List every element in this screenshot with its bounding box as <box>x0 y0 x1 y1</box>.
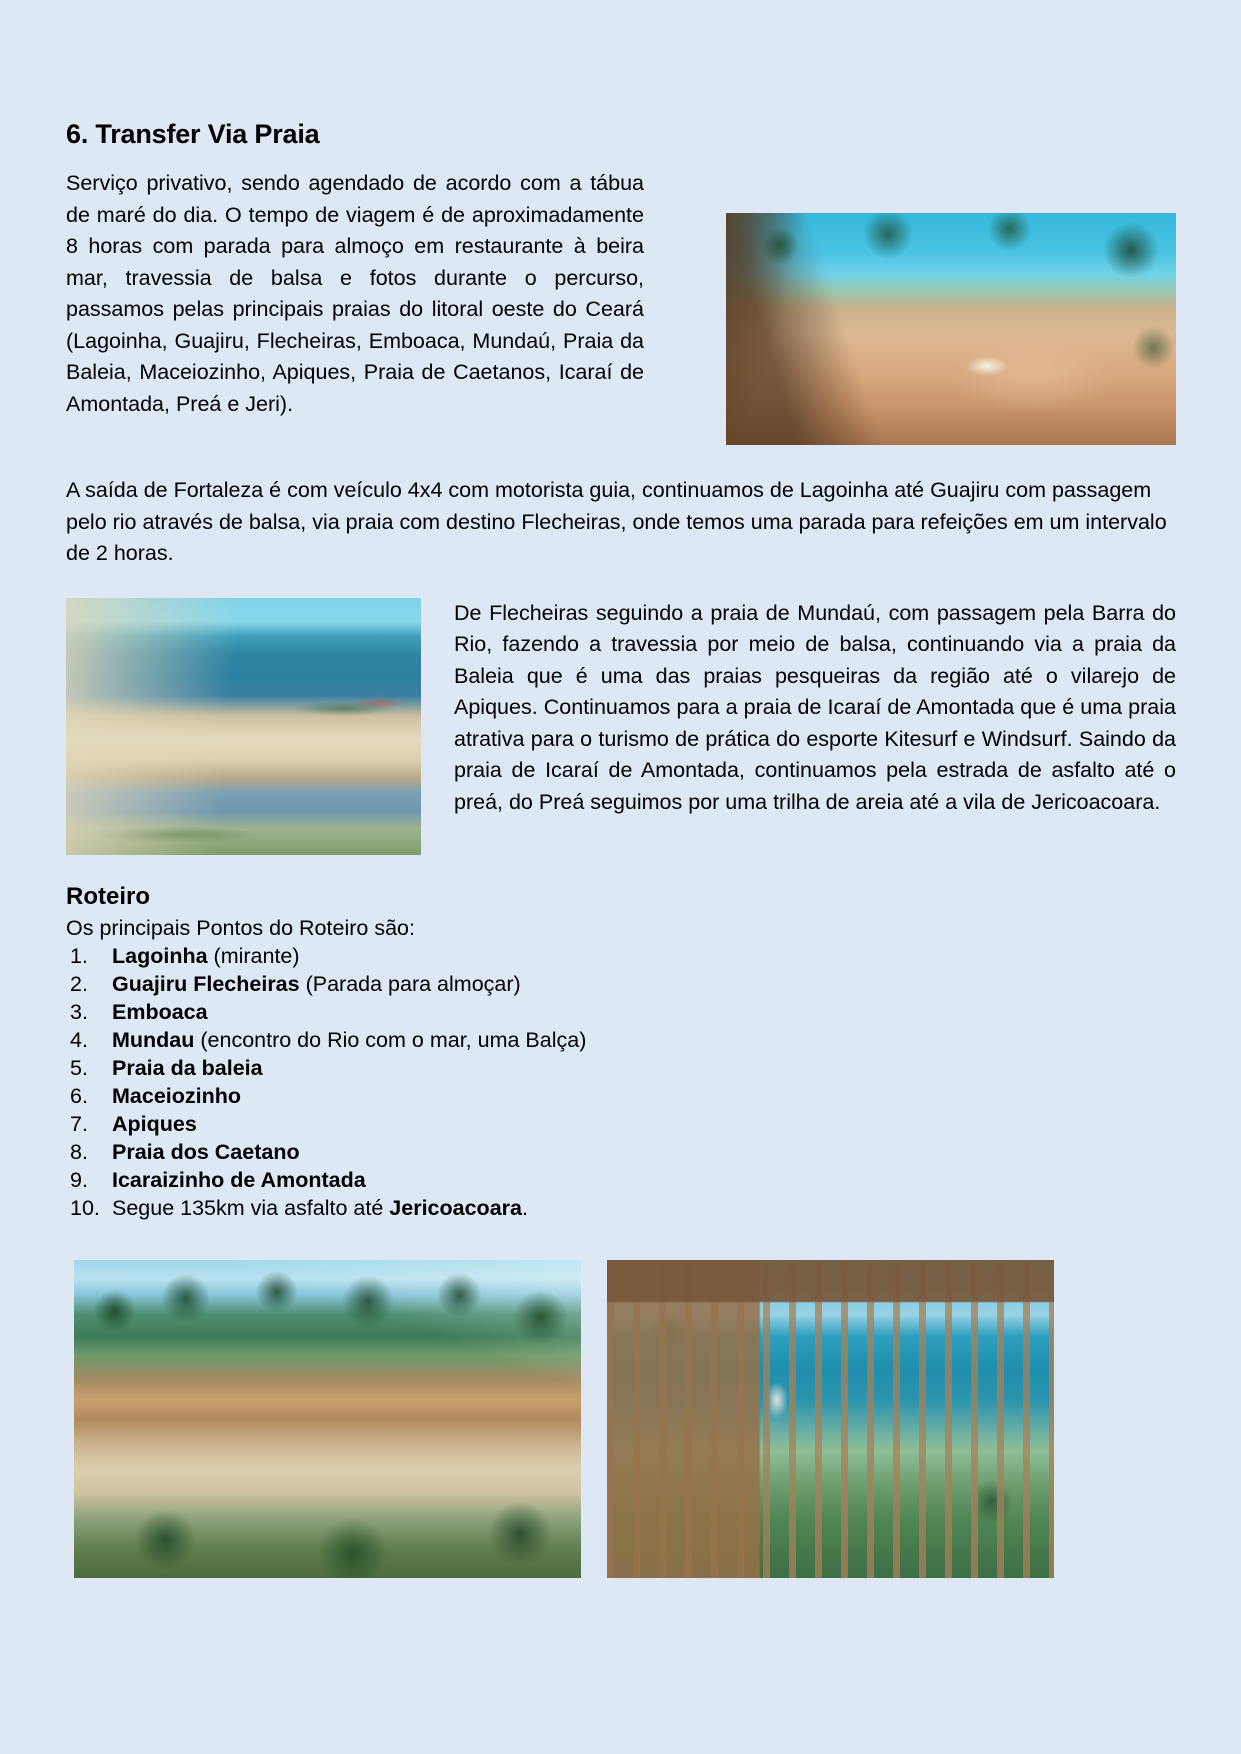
roteiro-item-name: Jericoacoara <box>389 1195 522 1220</box>
roteiro-item-number: 3. <box>70 999 88 1024</box>
roteiro-item-name: Mundau <box>112 1027 195 1052</box>
roteiro-item-name: Praia dos Caetano <box>112 1139 300 1164</box>
roteiro-item-number: 2. <box>70 971 88 996</box>
couple-on-deck-photo <box>607 1260 1054 1578</box>
roteiro-item-detail: . <box>521 1195 528 1220</box>
roteiro-heading: Roteiro <box>66 882 150 910</box>
intro-paragraph: Serviço privativo, sendo agendado de acordo com a tábua de maré do dia. O tempo de viagem é de aproximadamente 8 horas com parada para almoço em restaurante à beira mar, travessia de balsa e fotos durante o percurso, passamos pelas principais praias do litoral oeste do Ceará (Lagoinha, Guajiru, Flecheiras, Emboaca, Mundaú, Praia da Baleia, Maceiozinho, Apiques, Praia de Caetanos, Icaraí de Amontada, Preá e Jeri). <box>66 171 644 416</box>
roteiro-list-item <box>66 1054 1176 1082</box>
page-content <box>66 0 1176 1580</box>
roteiro-item-number: 8. <box>70 1139 88 1164</box>
roteiro-list-item <box>66 1194 1176 1222</box>
route-paragraph: A saída de Fortaleza é com veículo 4x4 com motorista guia, continuamos de Lagoinha até Guajiru com passagem pelo rio através de balsa, via praia com destino Flecheiras, onde temos uma parada para refeições em um intervalo de 2 horas. <box>66 478 1167 566</box>
roteiro-item-number: 1. <box>70 943 88 968</box>
roteiro-list-item <box>66 1110 1176 1138</box>
roteiro-item-name: Emboaca <box>112 999 208 1024</box>
bottom-photo-row <box>66 1260 1176 1580</box>
second-block <box>66 598 1176 870</box>
roteiro-item-detail: (mirante) <box>207 943 300 968</box>
roteiro-list-item <box>66 998 1176 1026</box>
roteiro-list-item <box>66 1026 1176 1054</box>
roteiro-item-name: Maceiozinho <box>112 1083 242 1108</box>
roteiro-item-number: 9. <box>70 1167 88 1192</box>
roteiro-list-item <box>66 1138 1176 1166</box>
roteiro-item-name: Lagoinha <box>112 943 208 968</box>
beach-sandbar-photo <box>66 598 421 855</box>
roteiro-list-item <box>66 970 1176 998</box>
roteiro-item-number: 10. <box>70 1195 100 1220</box>
roteiro-list-item <box>66 1082 1176 1110</box>
roteiro-item-name: Icaraizinho de Amontada <box>112 1167 366 1192</box>
roteiro-item-number: 6. <box>70 1083 88 1108</box>
roteiro-item-name: Guajiru Flecheiras <box>112 971 300 996</box>
roteiro-item-leading-text: Segue 135km via asfalto até <box>112 1195 390 1220</box>
roteiro-item-number: 4. <box>70 1027 88 1052</box>
roteiro-item-name: Praia da baleia <box>112 1055 263 1080</box>
roteiro-item-number: 5. <box>70 1055 88 1080</box>
roteiro-list-item <box>66 1166 1176 1194</box>
roteiro-item-number: 7. <box>70 1111 88 1136</box>
coastal-cliff-photo <box>74 1260 581 1578</box>
hammock-beach-photo <box>726 213 1176 445</box>
roteiro-list-item <box>66 942 1176 970</box>
roteiro-intro-text: Os principais Pontos do Roteiro são: <box>66 915 415 940</box>
page-title: 6. Transfer Via Praia <box>66 119 320 149</box>
roteiro-list <box>66 942 1176 1222</box>
roteiro-item-detail: (Parada para almoçar) <box>299 971 521 996</box>
roteiro-item-name: Apiques <box>112 1111 197 1136</box>
roteiro-item-detail: (encontro do Rio com o mar, uma Balça) <box>194 1027 587 1052</box>
second-paragraph: De Flecheiras seguindo a praia de Mundaú, com passagem pela Barra do Rio, fazendo a travessia por meio de balsa, continuando via a praia da Baleia que é uma das praias pesqueiras da região até o vilarejo de Apiques. Continuamos para a praia de Icaraí de Amontada que é uma praia atrativa para o turismo de prática do esporte Kitesurf e Windsurf. Saindo da praia de Icaraí de Amontada, continuamos pela estrada de asfalto até o preá, do Preá seguimos por uma trilha de areia até a vila de Jericoacoara. <box>454 600 1176 814</box>
intro-block <box>66 168 1176 420</box>
